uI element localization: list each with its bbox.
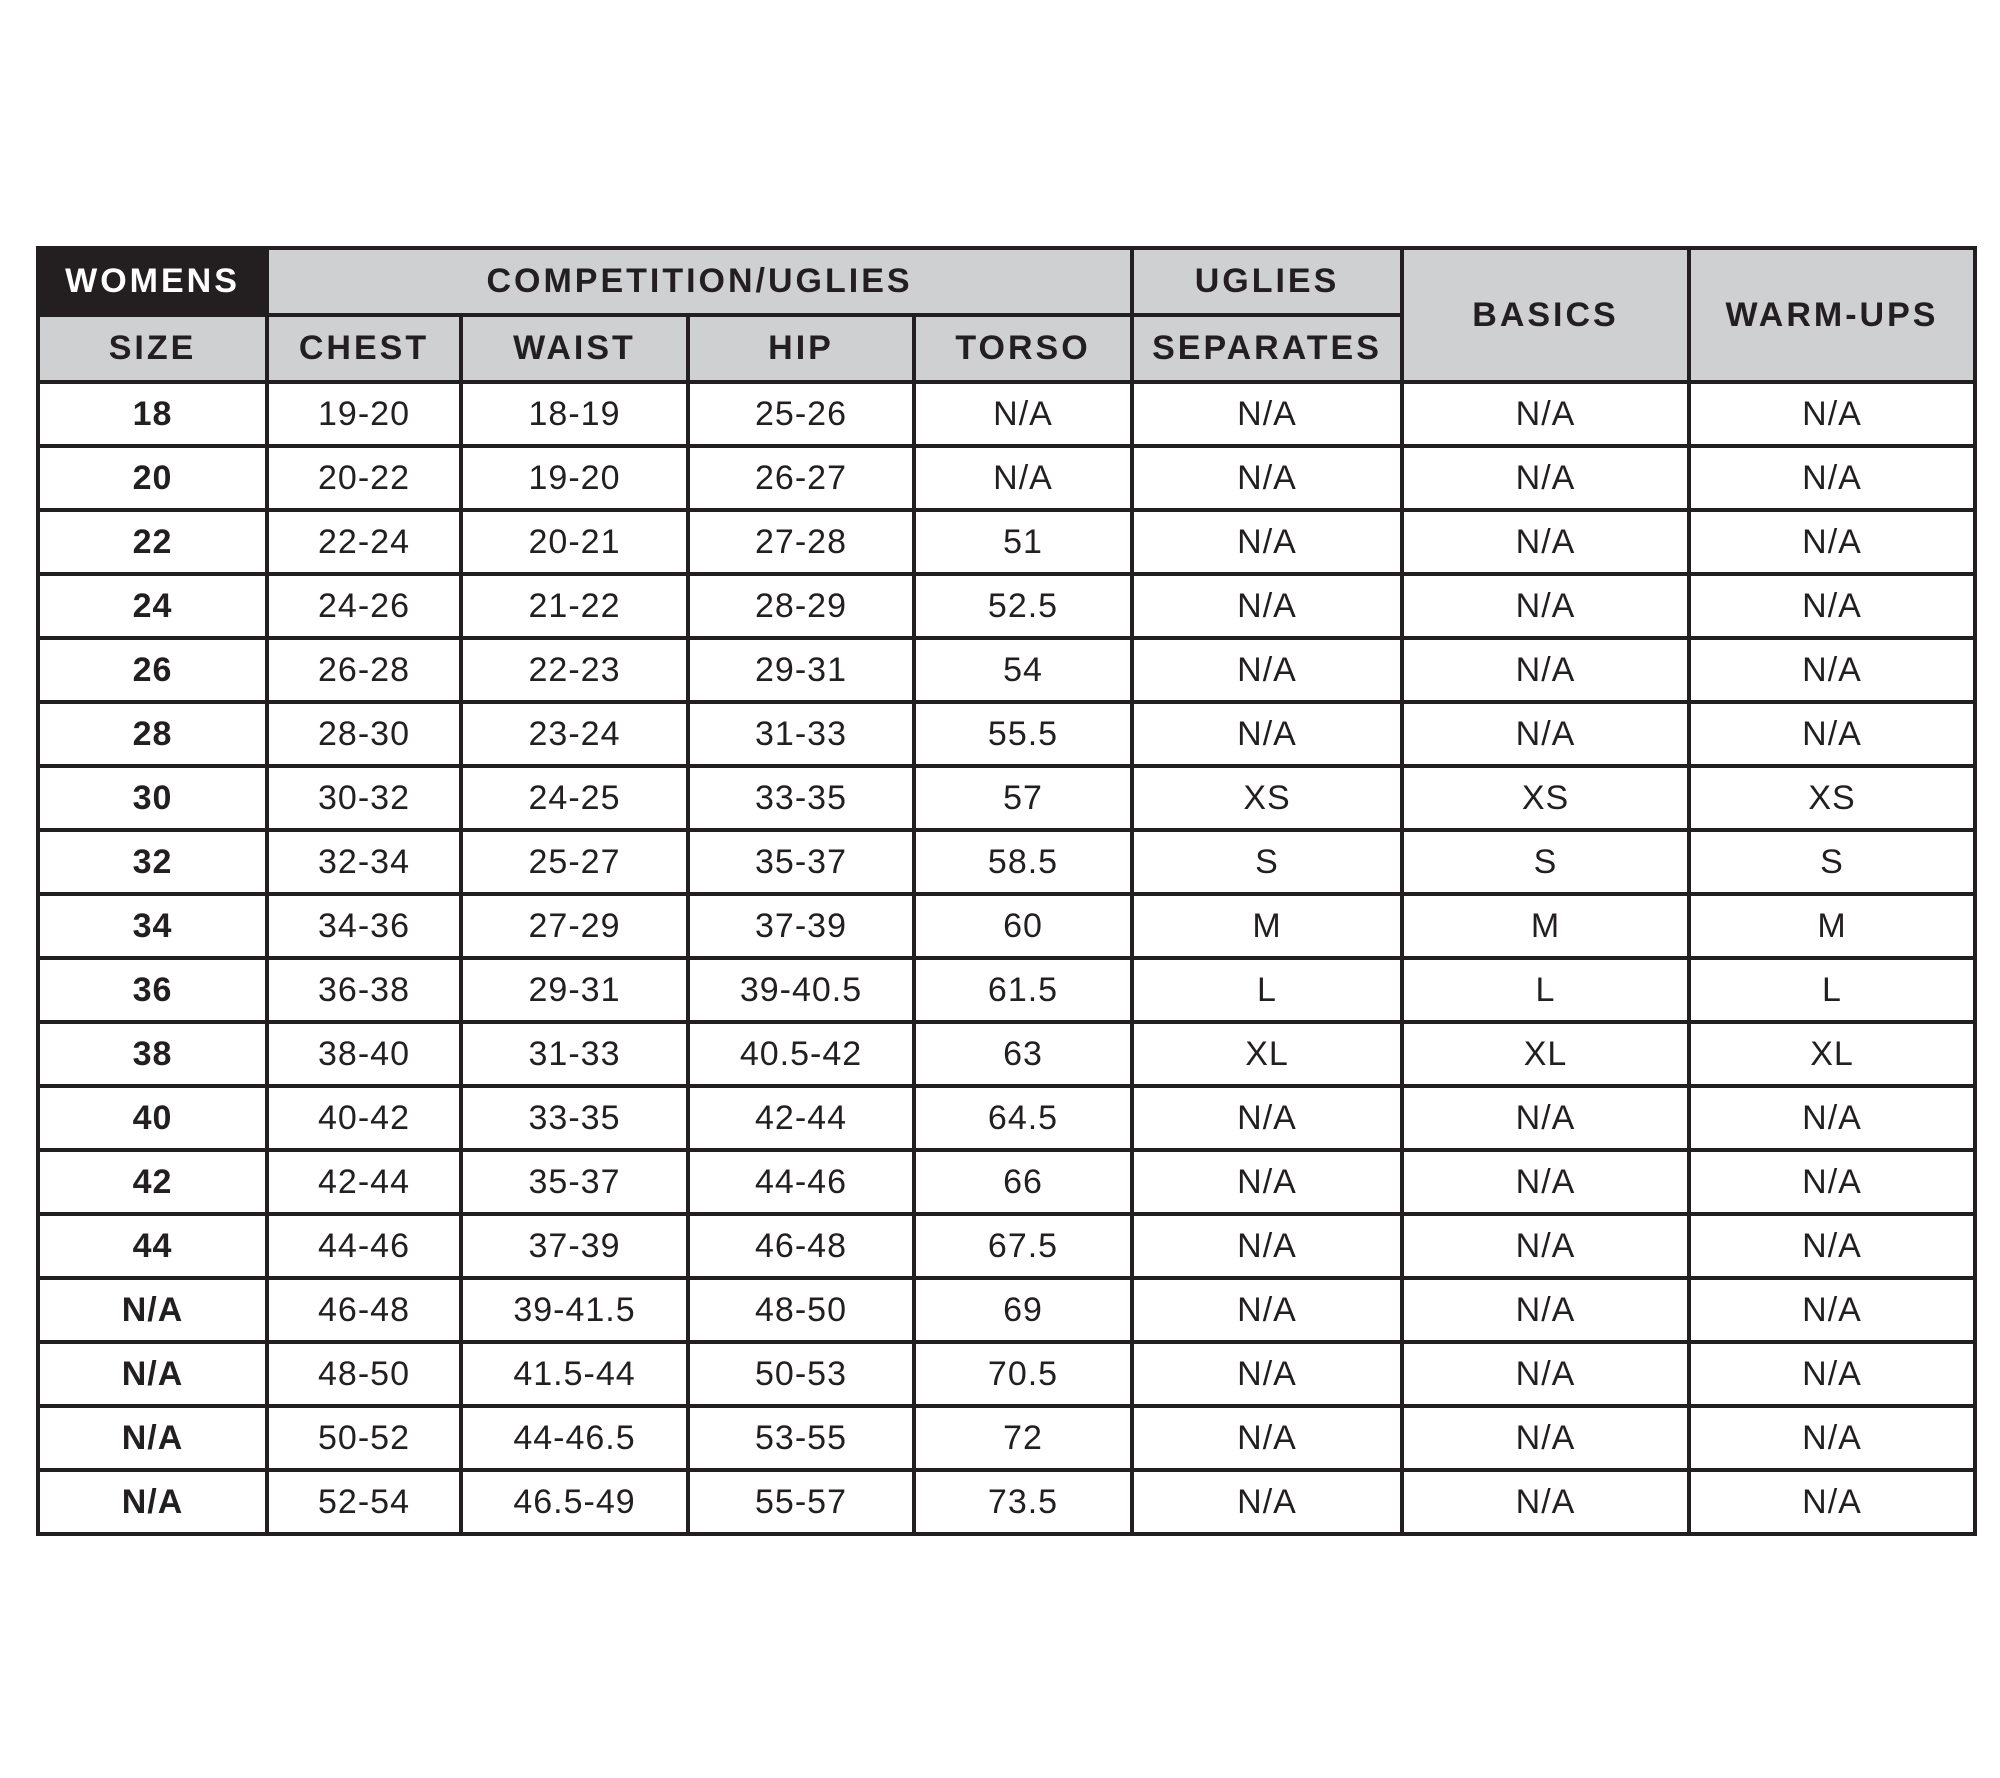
cell-torso: 72 [914, 1406, 1132, 1470]
cell-uglies-separates: N/A [1132, 574, 1402, 638]
cell-uglies-separates: N/A [1132, 1150, 1402, 1214]
table-row [38, 894, 1975, 958]
cell-basics: XS [1402, 766, 1689, 830]
cell-hip: 40.5-42 [688, 1022, 914, 1086]
cell-waist: 33-35 [461, 1086, 688, 1150]
cell-size: N/A [38, 1278, 267, 1342]
cell-waist: 21-22 [461, 574, 688, 638]
cell-chest: 36-38 [267, 958, 461, 1022]
cell-chest: 22-24 [267, 510, 461, 574]
cell-torso: 69 [914, 1278, 1132, 1342]
cell-chest: 40-42 [267, 1086, 461, 1150]
header-basics: BASICS [1402, 248, 1689, 382]
cell-torso: N/A [914, 382, 1132, 446]
cell-warm-ups: N/A [1689, 702, 1975, 766]
cell-basics: N/A [1402, 1406, 1689, 1470]
cell-chest: 19-20 [267, 382, 461, 446]
cell-uglies-separates: N/A [1132, 510, 1402, 574]
cell-basics: M [1402, 894, 1689, 958]
cell-torso: 61.5 [914, 958, 1132, 1022]
cell-torso: 67.5 [914, 1214, 1132, 1278]
cell-warm-ups: N/A [1689, 1214, 1975, 1278]
cell-uglies-separates: N/A [1132, 1214, 1402, 1278]
cell-size: N/A [38, 1342, 267, 1406]
cell-size: 40 [38, 1086, 267, 1150]
cell-hip: 25-26 [688, 382, 914, 446]
cell-warm-ups: N/A [1689, 638, 1975, 702]
cell-basics: N/A [1402, 446, 1689, 510]
cell-hip: 26-27 [688, 446, 914, 510]
cell-chest: 44-46 [267, 1214, 461, 1278]
cell-uglies-separates: N/A [1132, 1278, 1402, 1342]
cell-warm-ups: N/A [1689, 382, 1975, 446]
cell-waist: 19-20 [461, 446, 688, 510]
cell-basics: L [1402, 958, 1689, 1022]
cell-warm-ups: N/A [1689, 1406, 1975, 1470]
cell-chest: 34-36 [267, 894, 461, 958]
header-row-1 [38, 248, 1975, 315]
cell-size: 20 [38, 446, 267, 510]
cell-chest: 48-50 [267, 1342, 461, 1406]
cell-torso: 63 [914, 1022, 1132, 1086]
cell-size: N/A [38, 1406, 267, 1470]
cell-waist: 31-33 [461, 1022, 688, 1086]
cell-warm-ups: N/A [1689, 1342, 1975, 1406]
cell-basics: N/A [1402, 1086, 1689, 1150]
cell-chest: 32-34 [267, 830, 461, 894]
header-competition-uglies: COMPETITION/UGLIES [267, 248, 1132, 315]
table-row [38, 1342, 1975, 1406]
cell-size: 26 [38, 638, 267, 702]
table-row [38, 638, 1975, 702]
cell-torso: 57 [914, 766, 1132, 830]
cell-hip: 28-29 [688, 574, 914, 638]
cell-uglies-separates: N/A [1132, 1086, 1402, 1150]
cell-hip: 55-57 [688, 1470, 914, 1534]
header-chest: CHEST [267, 315, 461, 382]
cell-uglies-separates: N/A [1132, 382, 1402, 446]
cell-uglies-separates: N/A [1132, 638, 1402, 702]
cell-chest: 20-22 [267, 446, 461, 510]
cell-basics: N/A [1402, 638, 1689, 702]
table-row [38, 1086, 1975, 1150]
cell-size: 44 [38, 1214, 267, 1278]
cell-uglies-separates: N/A [1132, 1342, 1402, 1406]
cell-uglies-separates: S [1132, 830, 1402, 894]
header-size: SIZE [38, 315, 267, 382]
table-row [38, 1214, 1975, 1278]
cell-warm-ups: S [1689, 830, 1975, 894]
cell-warm-ups: N/A [1689, 1150, 1975, 1214]
cell-waist: 20-21 [461, 510, 688, 574]
cell-uglies-separates: L [1132, 958, 1402, 1022]
cell-uglies-separates: N/A [1132, 702, 1402, 766]
table-row [38, 830, 1975, 894]
header-warm-ups: WARM-UPS [1689, 248, 1975, 382]
cell-chest: 28-30 [267, 702, 461, 766]
cell-waist: 46.5-49 [461, 1470, 688, 1534]
cell-torso: 70.5 [914, 1342, 1132, 1406]
cell-size: 28 [38, 702, 267, 766]
cell-waist: 29-31 [461, 958, 688, 1022]
cell-chest: 46-48 [267, 1278, 461, 1342]
cell-size: 38 [38, 1022, 267, 1086]
cell-hip: 46-48 [688, 1214, 914, 1278]
cell-chest: 26-28 [267, 638, 461, 702]
cell-torso: 60 [914, 894, 1132, 958]
cell-basics: S [1402, 830, 1689, 894]
cell-torso: 73.5 [914, 1470, 1132, 1534]
cell-chest: 38-40 [267, 1022, 461, 1086]
cell-basics: N/A [1402, 382, 1689, 446]
cell-torso: 52.5 [914, 574, 1132, 638]
cell-hip: 44-46 [688, 1150, 914, 1214]
cell-warm-ups: N/A [1689, 1470, 1975, 1534]
cell-chest: 42-44 [267, 1150, 461, 1214]
cell-size: 24 [38, 574, 267, 638]
cell-uglies-separates: N/A [1132, 446, 1402, 510]
cell-size: 42 [38, 1150, 267, 1214]
cell-waist: 44-46.5 [461, 1406, 688, 1470]
cell-warm-ups: N/A [1689, 574, 1975, 638]
cell-torso: 54 [914, 638, 1132, 702]
cell-uglies-separates: N/A [1132, 1406, 1402, 1470]
cell-torso: 66 [914, 1150, 1132, 1214]
cell-chest: 50-52 [267, 1406, 461, 1470]
cell-basics: N/A [1402, 1278, 1689, 1342]
cell-uglies-separates: XS [1132, 766, 1402, 830]
cell-waist: 35-37 [461, 1150, 688, 1214]
cell-chest: 52-54 [267, 1470, 461, 1534]
cell-basics: N/A [1402, 510, 1689, 574]
cell-size: 32 [38, 830, 267, 894]
table-row [38, 702, 1975, 766]
cell-size: 18 [38, 382, 267, 446]
header-torso: TORSO [914, 315, 1132, 382]
cell-basics: N/A [1402, 1150, 1689, 1214]
cell-uglies-separates: N/A [1132, 1470, 1402, 1534]
table-row [38, 1470, 1975, 1534]
table-row [38, 574, 1975, 638]
cell-size: 30 [38, 766, 267, 830]
header-separates: SEPARATES [1132, 315, 1402, 382]
size-chart-table [36, 246, 1977, 1536]
cell-hip: 42-44 [688, 1086, 914, 1150]
cell-hip: 27-28 [688, 510, 914, 574]
cell-size: 36 [38, 958, 267, 1022]
cell-waist: 39-41.5 [461, 1278, 688, 1342]
cell-basics: N/A [1402, 1342, 1689, 1406]
table-row [38, 510, 1975, 574]
cell-uglies-separates: M [1132, 894, 1402, 958]
cell-hip: 37-39 [688, 894, 914, 958]
cell-waist: 41.5-44 [461, 1342, 688, 1406]
cell-hip: 39-40.5 [688, 958, 914, 1022]
cell-hip: 35-37 [688, 830, 914, 894]
cell-waist: 23-24 [461, 702, 688, 766]
table-row [38, 1022, 1975, 1086]
table-row [38, 1278, 1975, 1342]
cell-torso: N/A [914, 446, 1132, 510]
header-uglies: UGLIES [1132, 248, 1402, 315]
cell-warm-ups: N/A [1689, 510, 1975, 574]
table-row [38, 1150, 1975, 1214]
cell-waist: 37-39 [461, 1214, 688, 1278]
cell-basics: N/A [1402, 1470, 1689, 1534]
cell-warm-ups: N/A [1689, 1278, 1975, 1342]
cell-hip: 53-55 [688, 1406, 914, 1470]
cell-waist: 27-29 [461, 894, 688, 958]
header-hip: HIP [688, 315, 914, 382]
cell-waist: 25-27 [461, 830, 688, 894]
table-row [38, 446, 1975, 510]
cell-hip: 29-31 [688, 638, 914, 702]
cell-chest: 24-26 [267, 574, 461, 638]
cell-warm-ups: XL [1689, 1022, 1975, 1086]
cell-warm-ups: L [1689, 958, 1975, 1022]
header-womens: WOMENS [38, 248, 267, 315]
cell-waist: 18-19 [461, 382, 688, 446]
cell-warm-ups: XS [1689, 766, 1975, 830]
cell-waist: 24-25 [461, 766, 688, 830]
cell-waist: 22-23 [461, 638, 688, 702]
cell-torso: 55.5 [914, 702, 1132, 766]
cell-warm-ups: N/A [1689, 446, 1975, 510]
table-row [38, 382, 1975, 446]
table-row [38, 958, 1975, 1022]
table-row [38, 1406, 1975, 1470]
cell-hip: 50-53 [688, 1342, 914, 1406]
cell-torso: 51 [914, 510, 1132, 574]
cell-size: 34 [38, 894, 267, 958]
table-row [38, 766, 1975, 830]
cell-size: N/A [38, 1470, 267, 1534]
cell-hip: 33-35 [688, 766, 914, 830]
cell-uglies-separates: XL [1132, 1022, 1402, 1086]
cell-chest: 30-32 [267, 766, 461, 830]
cell-basics: XL [1402, 1022, 1689, 1086]
header-waist: WAIST [461, 315, 688, 382]
cell-basics: N/A [1402, 1214, 1689, 1278]
cell-warm-ups: N/A [1689, 1086, 1975, 1150]
cell-torso: 58.5 [914, 830, 1132, 894]
cell-size: 22 [38, 510, 267, 574]
cell-hip: 31-33 [688, 702, 914, 766]
cell-torso: 64.5 [914, 1086, 1132, 1150]
cell-basics: N/A [1402, 702, 1689, 766]
cell-warm-ups: M [1689, 894, 1975, 958]
cell-hip: 48-50 [688, 1278, 914, 1342]
cell-basics: N/A [1402, 574, 1689, 638]
